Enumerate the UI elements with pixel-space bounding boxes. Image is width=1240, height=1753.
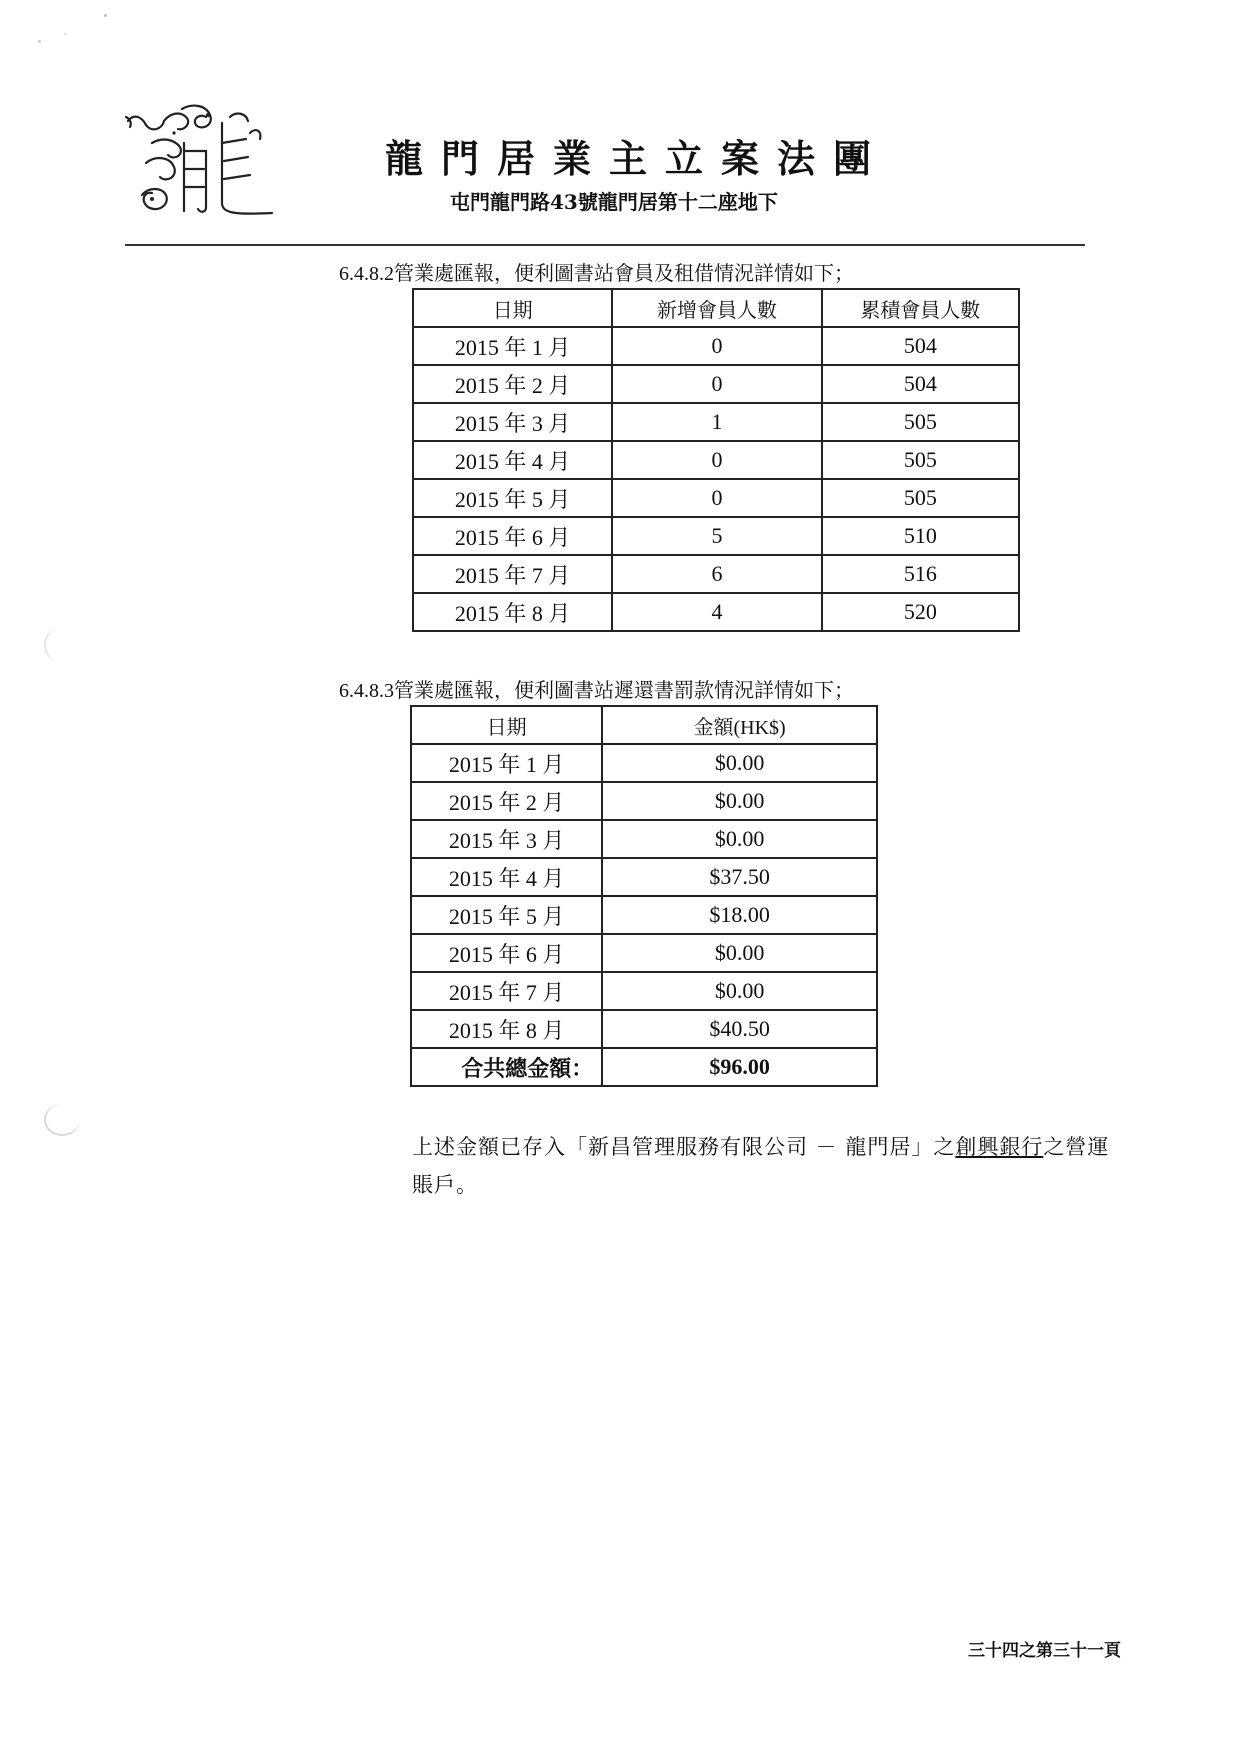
section-caption-text: 管業處匯報，便利圖書站會員及租借情況詳情如下； xyxy=(394,261,854,285)
section-number: 6.4.8.2 xyxy=(339,263,394,285)
row-new-members: 0 xyxy=(612,441,821,479)
row-date: 2015 年 6 月 xyxy=(413,517,612,555)
row-amount: $37.50 xyxy=(602,858,877,896)
row-new-members: 4 xyxy=(612,593,821,631)
table-header-row xyxy=(411,706,877,744)
row-total-members: 504 xyxy=(822,365,1019,403)
row-date: 2015 年 1 月 xyxy=(413,327,612,365)
row-date: 2015 年 6 月 xyxy=(411,934,602,972)
column-header-date: 日期 xyxy=(411,706,602,744)
row-total-members: 516 xyxy=(822,555,1019,593)
row-total-members: 504 xyxy=(822,327,1019,365)
row-date: 2015 年 4 月 xyxy=(413,441,612,479)
organization-name: 龍門居業主立案法團 xyxy=(385,136,890,181)
row-new-members: 0 xyxy=(612,327,821,365)
row-amount: $40.50 xyxy=(602,1010,877,1048)
row-new-members: 0 xyxy=(612,365,821,403)
table-row xyxy=(411,896,877,934)
scan-speck xyxy=(64,33,66,35)
table-row xyxy=(411,934,877,972)
row-amount: $0.00 xyxy=(602,782,877,820)
table-row xyxy=(413,517,1019,555)
note-text-end: 之營運賬戶。 xyxy=(412,1135,1110,1197)
dragon-logo xyxy=(122,103,282,223)
row-date: 2015 年 3 月 xyxy=(413,403,612,441)
page-number: 三十四之第三十一頁 xyxy=(968,1641,1121,1661)
fines-section-caption xyxy=(339,674,854,703)
deposit-note xyxy=(412,1128,1112,1204)
section-caption-text: 管業處匯報，便利圖書站遲還書罰款情況詳情如下； xyxy=(394,678,854,702)
table-row xyxy=(411,820,877,858)
table-header-row xyxy=(413,289,1019,327)
table-row xyxy=(413,365,1019,403)
table-row xyxy=(411,858,877,896)
section-number: 6.4.8.3 xyxy=(339,680,394,702)
membership-section-caption xyxy=(339,257,854,286)
row-date: 2015 年 7 月 xyxy=(411,972,602,1010)
column-header-total-members: 累積會員人數 xyxy=(822,289,1019,327)
row-date: 2015 年 8 月 xyxy=(413,593,612,631)
organization-address: 屯門龍門路43號龍門居第十二座地下 xyxy=(450,190,778,214)
row-date: 2015 年 3 月 xyxy=(411,820,602,858)
column-header-amount: 金額(HK$) xyxy=(602,706,877,744)
membership-table xyxy=(412,288,1020,632)
table-row xyxy=(411,1010,877,1048)
table-row xyxy=(413,479,1019,517)
row-total-members: 505 xyxy=(822,479,1019,517)
bank-name: 創興銀行 xyxy=(955,1135,1044,1159)
row-total-members: 520 xyxy=(822,593,1019,631)
row-amount: $0.00 xyxy=(602,934,877,972)
row-total-members: 510 xyxy=(822,517,1019,555)
fines-table xyxy=(410,705,878,1087)
row-amount: $0.00 xyxy=(602,972,877,1010)
row-total-members: 505 xyxy=(822,441,1019,479)
column-header-date: 日期 xyxy=(413,289,612,327)
punch-hole-shadow xyxy=(44,1104,80,1136)
row-new-members: 5 xyxy=(612,517,821,555)
table-row xyxy=(413,441,1019,479)
punch-hole-shadow xyxy=(44,628,76,662)
total-label: 合共總金額： xyxy=(411,1048,602,1086)
table-row xyxy=(413,403,1019,441)
row-amount: $18.00 xyxy=(602,896,877,934)
row-date: 2015 年 1 月 xyxy=(411,744,602,782)
row-new-members: 0 xyxy=(612,479,821,517)
scan-speck xyxy=(104,14,107,17)
total-row xyxy=(411,1048,877,1086)
table-row xyxy=(411,744,877,782)
table-row xyxy=(413,555,1019,593)
table-row xyxy=(411,782,877,820)
row-total-members: 505 xyxy=(822,403,1019,441)
scan-speck xyxy=(38,40,41,43)
row-date: 2015 年 8 月 xyxy=(411,1010,602,1048)
table-row xyxy=(411,972,877,1010)
row-date: 2015 年 2 月 xyxy=(413,365,612,403)
total-amount: $96.00 xyxy=(602,1048,877,1086)
row-new-members: 6 xyxy=(612,555,821,593)
header-divider xyxy=(125,244,1085,246)
row-date: 2015 年 4 月 xyxy=(411,858,602,896)
row-amount: $0.00 xyxy=(602,820,877,858)
table-row xyxy=(413,593,1019,631)
row-date: 2015 年 5 月 xyxy=(411,896,602,934)
column-header-new-members: 新增會員人數 xyxy=(612,289,821,327)
row-date: 2015 年 2 月 xyxy=(411,782,602,820)
table-row xyxy=(413,327,1019,365)
note-text: 上述金額已存入「新昌管理服務有限公司 － 龍門居」之 xyxy=(412,1135,956,1159)
row-date: 2015 年 5 月 xyxy=(413,479,612,517)
row-date: 2015 年 7 月 xyxy=(413,555,612,593)
row-new-members: 1 xyxy=(612,403,821,441)
row-amount: $0.00 xyxy=(602,744,877,782)
